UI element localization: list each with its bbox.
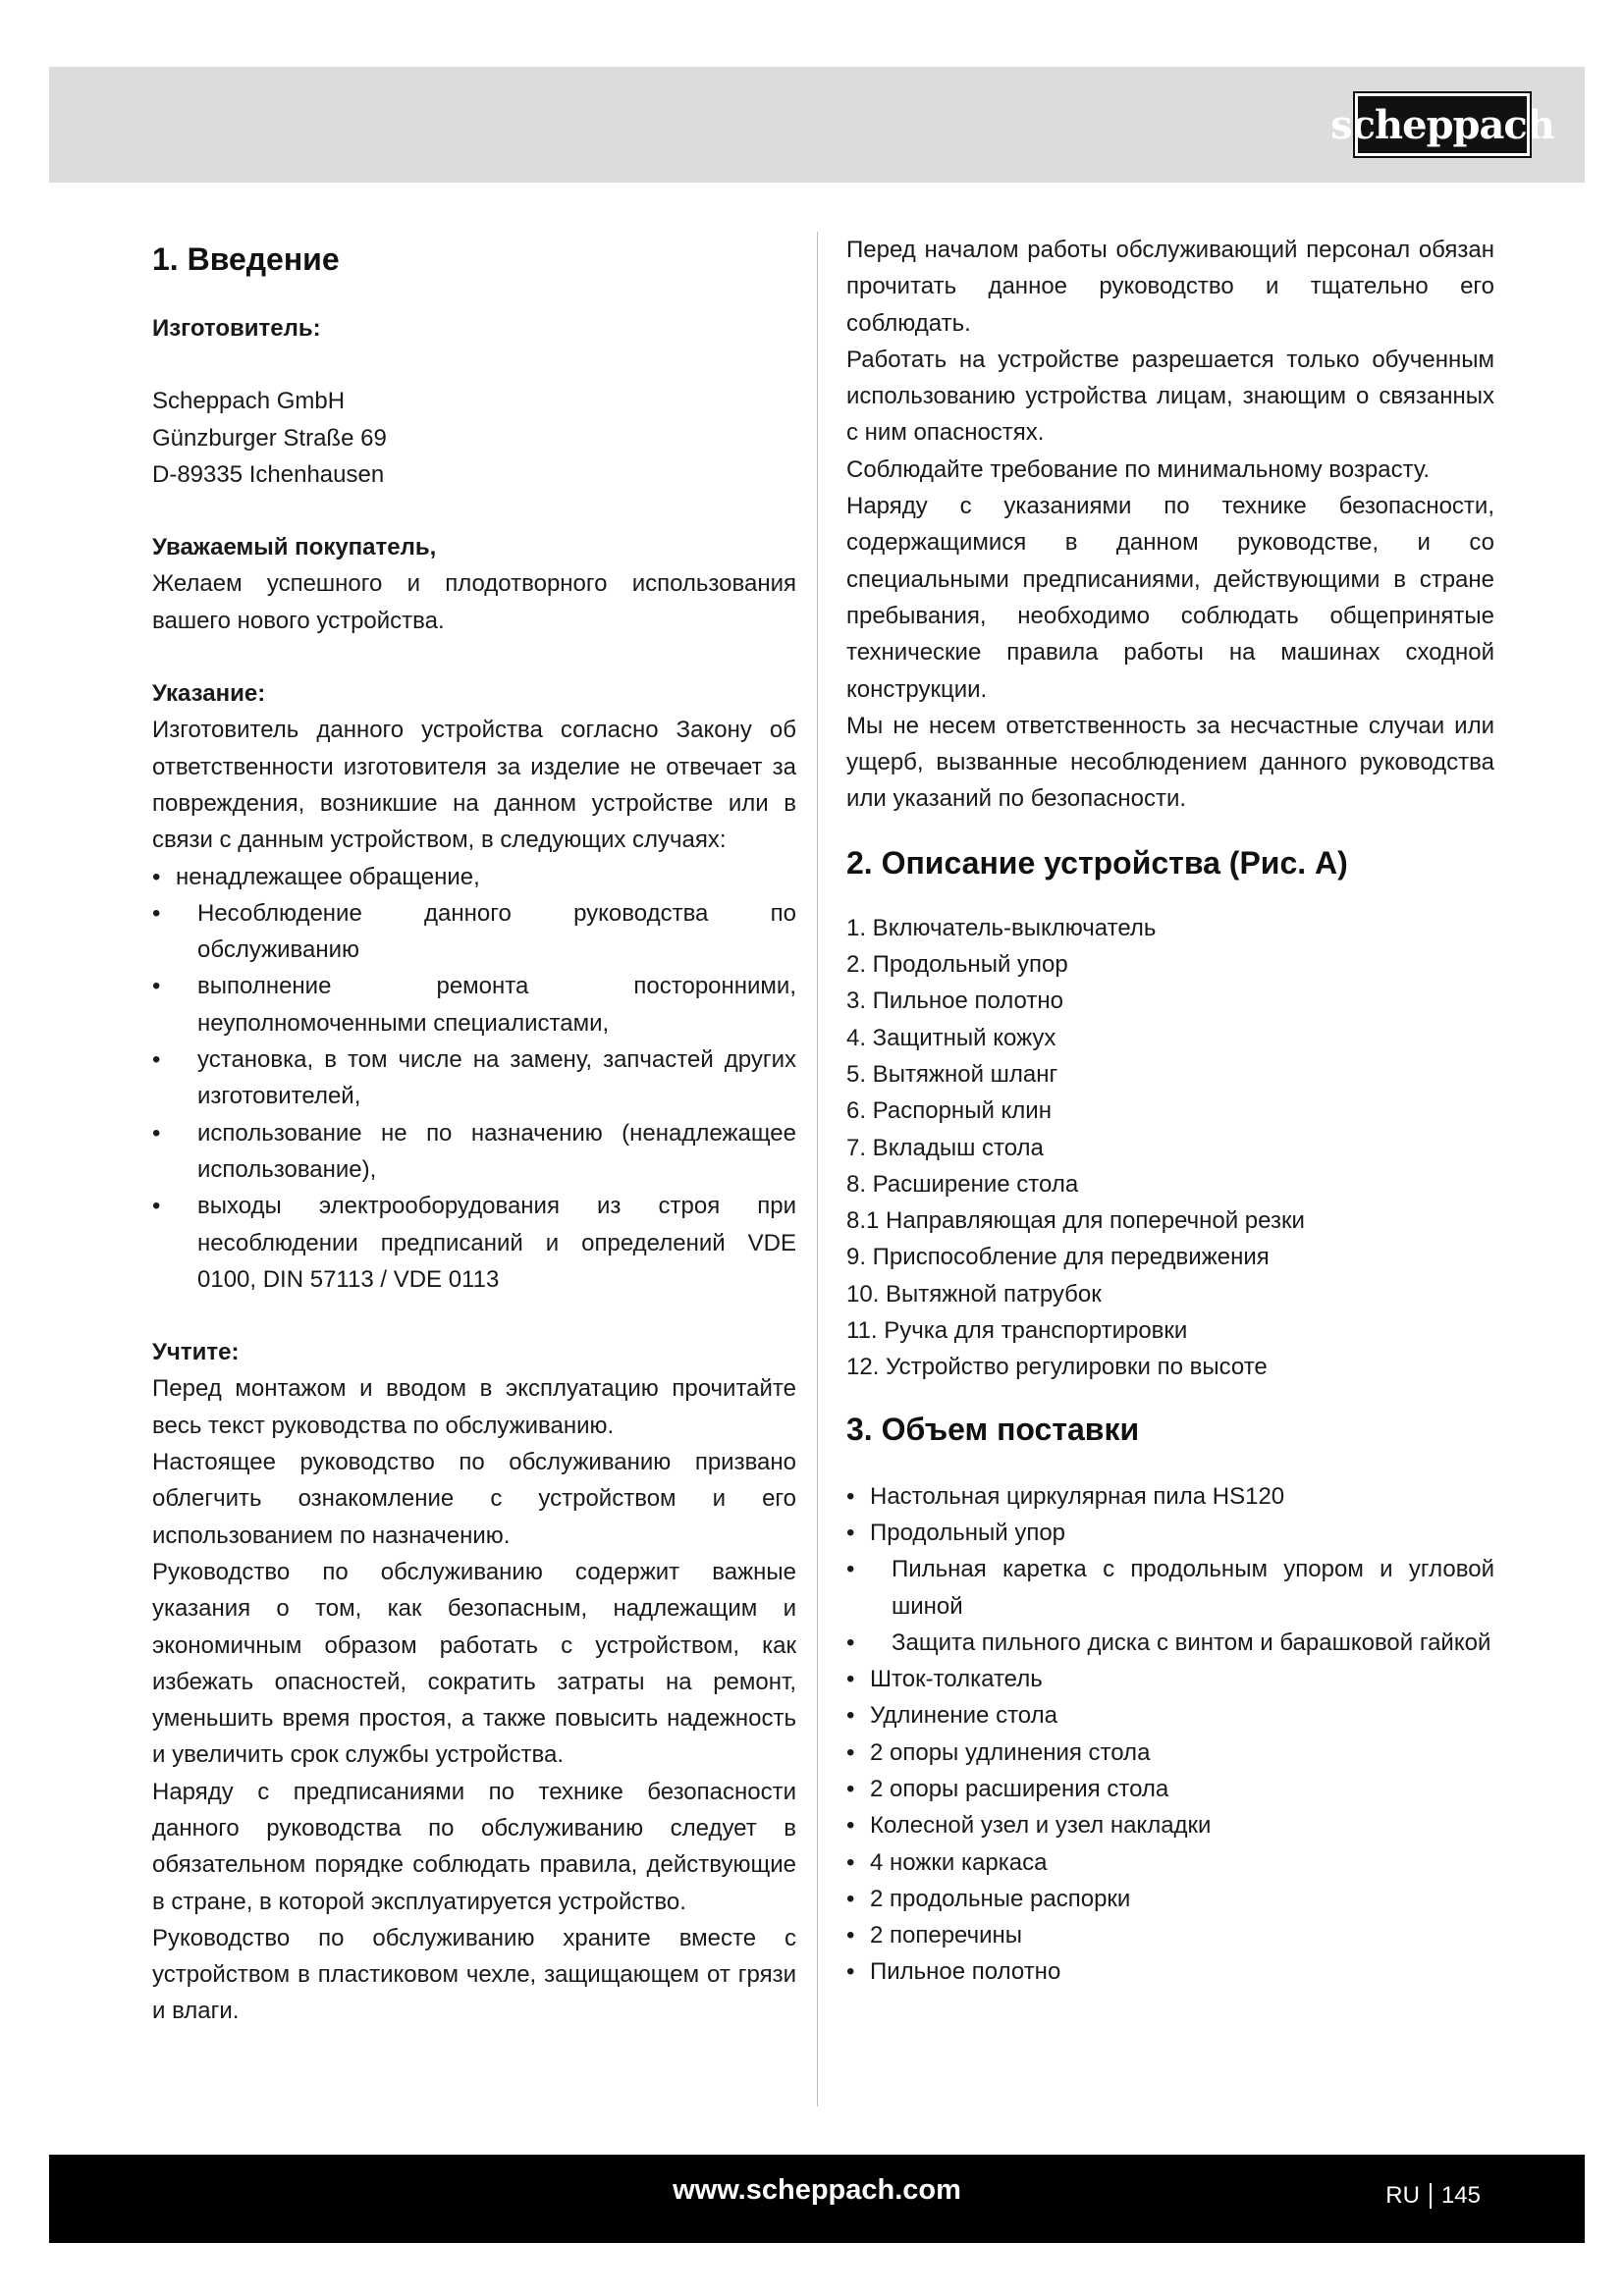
attention-paragraph: Руководство по обслуживанию содержит важные указания о том, как безопасным, надлежащим и экономичным образом работать с устройством, как избежать опасностей, сократить затраты на ремонт, уменьшить время простоя, а также повысить надежность и увеличить срок службы устройства. bbox=[152, 1558, 796, 1769]
attention-paragraph: Настоящее руководство по обслуживанию призвано облегчить ознакомление с устройством и его использованием по назначению. bbox=[152, 1449, 796, 1549]
device-parts-list bbox=[846, 910, 1494, 1386]
delivery-list bbox=[846, 1478, 1494, 1991]
list-item: • Продольный упор bbox=[846, 1515, 1494, 1551]
website-link[interactable]: www.scheppach.com bbox=[673, 2174, 961, 2206]
list-item: • 4 ножки каркаса bbox=[846, 1844, 1494, 1881]
language-code: RU bbox=[1385, 2182, 1420, 2209]
list-item: 3. Пильное полотно bbox=[846, 988, 1063, 1015]
list-item: 1. Включатель-выключатель bbox=[846, 914, 1157, 941]
attention-paragraph: Руководство по обслуживанию храните вместе с устройством в пластиковом чехле, защищающем от грязи и влаги. bbox=[152, 1924, 796, 2025]
manufacturer-label: Изготовитель: bbox=[152, 315, 321, 342]
intro-paragraph: Мы не несем ответственность за несчастные случаи или ущерб, вызванные несоблюдением данного руководства или указаний по безопасности. bbox=[846, 712, 1494, 813]
list-item: • ненадлежащее обращение, bbox=[152, 859, 796, 895]
list-item: 8.1 Направляющая для поперечной резки bbox=[846, 1207, 1305, 1235]
list-item: • Защита пильного диска с винтом и барашковой гайкой bbox=[846, 1625, 1494, 1661]
list-item: 7. Вкладыш стола bbox=[846, 1134, 1044, 1161]
list-item: • Пильное полотно bbox=[846, 1953, 1494, 1990]
list-item: 11. Ручка для транспортировки bbox=[846, 1317, 1188, 1345]
intro-paragraph: Наряду с указаниями по технике безопасности, содержащимися в данном руководстве, и со специальными предписаниями, действующими в стране пребывания, необходимо соблюдать общепринятые технические правила работы на машинах сходной конструкции. bbox=[846, 493, 1494, 703]
list-item: 2. Продольный упор bbox=[846, 951, 1068, 979]
list-item: • 2 поперечины bbox=[846, 1917, 1494, 1953]
list-item: • использование не по назначению (ненадлежащее использование), bbox=[152, 1115, 796, 1189]
list-item: • Колесной узел и узел накладки bbox=[846, 1807, 1494, 1843]
list-item: • выходы электрооборудования из строя при несоблюдении предписаний и определений VDE 0100, DIN 57113 / VDE 0113 bbox=[152, 1188, 796, 1298]
list-item: 12. Устройство регулировки по высоте bbox=[846, 1354, 1268, 1381]
scheppach-logo: scheppach bbox=[1355, 93, 1530, 156]
column-divider bbox=[817, 232, 818, 2107]
list-item: • Шток-толкатель bbox=[846, 1661, 1494, 1697]
address-line: Günzburger Straße 69 bbox=[152, 424, 387, 452]
intro-paragraph: Соблюдайте требование по минимальному возрасту. bbox=[846, 455, 1431, 483]
attention-paragraph: Перед монтажом и вводом в эксплуатацию прочитайте весь текст руководства по обслуживанию. bbox=[152, 1375, 796, 1439]
intro-paragraph: Работать на устройстве разрешается только обученным использованию устройства лицам, знающим о связанных с ним опасностях. bbox=[846, 346, 1494, 447]
separator bbox=[1430, 2183, 1432, 2209]
page-number: 145 bbox=[1440, 2182, 1481, 2209]
dear-customer-text: Желаем успешного и плодотворного использования вашего нового устройства. bbox=[152, 570, 796, 634]
list-item: 6. Распорный клин bbox=[846, 1097, 1052, 1125]
footer-band bbox=[49, 2155, 1585, 2243]
list-item: • установка, в том числе на замену, запчастей других изготовителей, bbox=[152, 1041, 796, 1115]
list-item: 5. Вытяжной шланг bbox=[846, 1060, 1058, 1088]
list-item: 9. Приспособление для передвижения bbox=[846, 1244, 1270, 1271]
section1-heading: 1. Введение bbox=[152, 241, 340, 277]
list-item: • Удлинение стола bbox=[846, 1697, 1494, 1734]
intro-paragraph: Перед началом работы обслуживающий персонал обязан прочитать данное руководство и тщательно его соблюдать. bbox=[846, 237, 1494, 337]
left-column bbox=[152, 232, 796, 2030]
list-item: • Несоблюдение данного руководства по обслуживанию bbox=[152, 895, 796, 969]
list-item: 10. Вытяжной патрубок bbox=[846, 1280, 1102, 1308]
list-item: • 2 продольные распорки bbox=[846, 1881, 1494, 1917]
address-line: Scheppach GmbH bbox=[152, 388, 346, 415]
list-item: 8. Расширение стола bbox=[846, 1170, 1079, 1198]
list-item: • выполнение ремонта посторонними, неуполномоченными специалистами, bbox=[152, 968, 796, 1041]
right-column bbox=[846, 232, 1494, 1991]
list-item: • Пильная каретка с продольным упором и угловой шиной bbox=[846, 1551, 1494, 1625]
attention-label: Учтите: bbox=[152, 1339, 240, 1366]
dear-customer-label: Уважаемый покупатель, bbox=[152, 534, 437, 561]
note-list bbox=[152, 859, 796, 1299]
note-label: Указание: bbox=[152, 680, 266, 708]
section3-heading: 3. Объем поставки bbox=[846, 1411, 1140, 1447]
header-band bbox=[49, 67, 1585, 183]
list-item: • 2 опоры удлинения стола bbox=[846, 1735, 1494, 1771]
attention-paragraph: Наряду с предписаниями по технике безопасности данного руководства по обслуживанию следует в обязательном порядке соблюдать правила, действующие в стране, в которой эксплуатируется устройство. bbox=[152, 1778, 796, 1915]
note-text: Изготовитель данного устройства согласно Закону об ответственности изготовителя за изделие не отвечает за повреждения, возникшие на данном устройстве или в связи с данным устройством, в следующих случаях: bbox=[152, 717, 796, 854]
list-item: • 2 опоры расширения стола bbox=[846, 1771, 1494, 1807]
page-indicator bbox=[1385, 2182, 1481, 2210]
address-line: D-89335 Ichenhausen bbox=[152, 460, 385, 488]
list-item: • Настольная циркулярная пила HS120 bbox=[846, 1478, 1494, 1515]
section2-heading: 2. Описание устройства (Рис. А) bbox=[846, 844, 1348, 881]
list-item: 4. Защитный кожух bbox=[846, 1024, 1056, 1051]
